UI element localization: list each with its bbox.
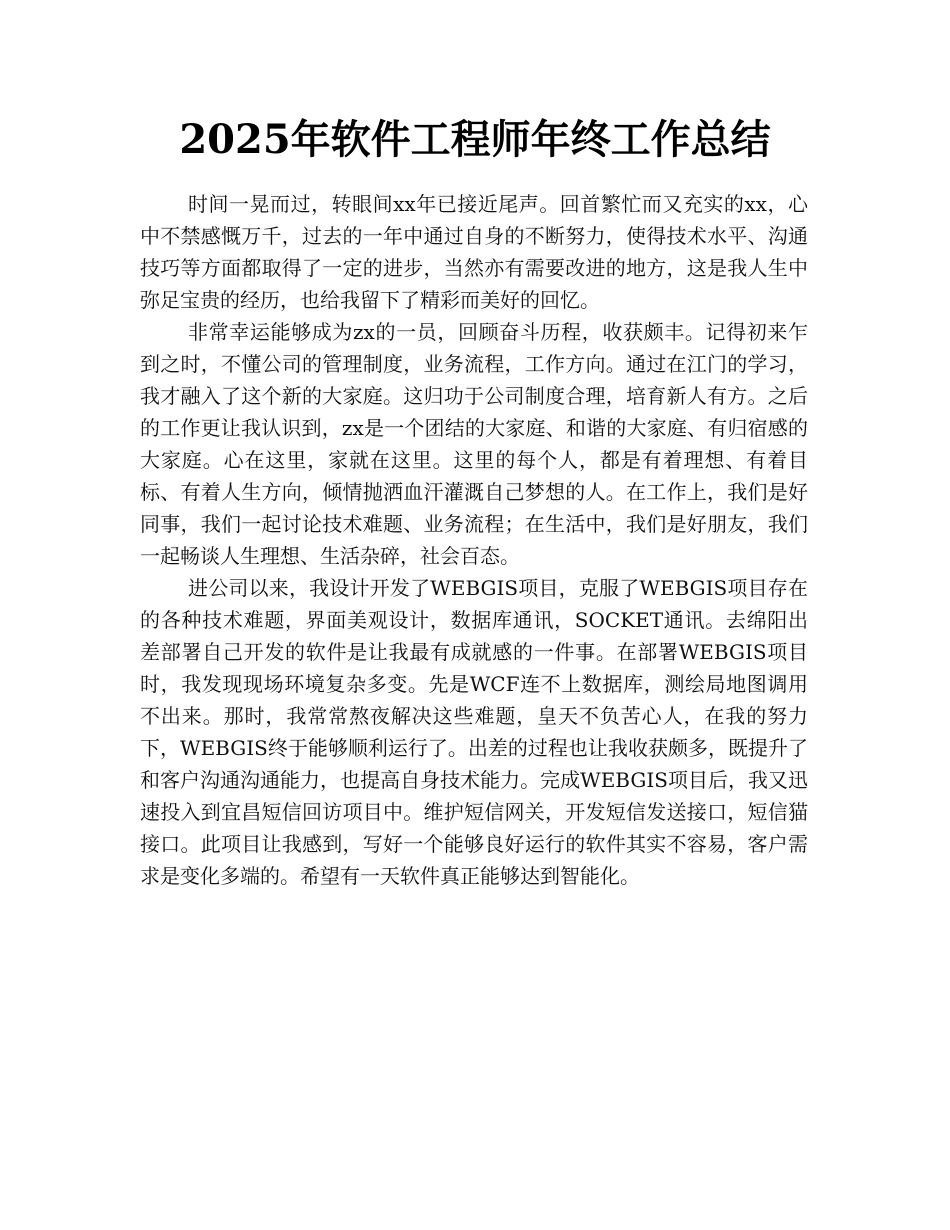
document-body [140,188,808,892]
paragraph-2: 非常幸运能够成为zx的一员，回顾奋斗历程，收获颇丰。记得初来乍到之时，不懂公司的管理制度，业务流程，工作方向。通过在江门的学习，我才融入了这个新的大家庭。这归功于公司制度合理，培育新人有方。之后的工作更让我认识到，zx是一个团结的大家庭、和谐的大家庭、有归宿感的大家庭。心在这里，家就在这里。这里的每个人，都是有着理想、有着目标、有着人生方向，倾情抛洒血汗灌溉自己梦想的人。在工作上，我们是好同事，我们一起讨论技术难题、业务流程；在生活中，我们是好朋友，我们一起畅谈人生理想、生活杂碎，社会百态。 [140,320,808,568]
paragraph-3: 进公司以来，我设计开发了WEBGIS项目，克服了WEBGIS项目存在的各种技术难题，界面美观设计，数据库通讯，SOCKET通讯。去绵阳出差部署自己开发的软件是让我最有成就感的一件事。在部署WEBGIS项目时，我发现现场环境复杂多变。先是WCF连不上数据库，测绘局地图调用不出来。那时，我常常熬夜解决这些难题，皇天不负苦心人，在我的努力下，WEBGIS终于能够顺利运行了。出差的过程也让我收获颇多，既提升了和客户沟通沟通能力，也提高自身技术能力。完成WEBGIS项目后，我又迅速投入到宜昌短信回访项目中。维护短信网关，开发短信发送接口，短信猫接口。此项目让我感到，写好一个能够良好运行的软件其实不容易，客户需求是变化多端的。希望有一天软件真正能够达到智能化。 [140,576,808,888]
paragraph-1: 时间一晃而过，转眼间xx年已接近尾声。回首繁忙而又充实的xx，心中不禁感慨万千，过去的一年中通过自身的不断努力，使得技术水平、沟通技巧等方面都取得了一定的进步，当然亦有需要改进的地方，这是我人生中弥足宝贵的经历，也给我留下了精彩而美好的回忆。 [140,192,808,312]
document-title: 2025年软件工程师年终工作总结 [179,116,771,163]
